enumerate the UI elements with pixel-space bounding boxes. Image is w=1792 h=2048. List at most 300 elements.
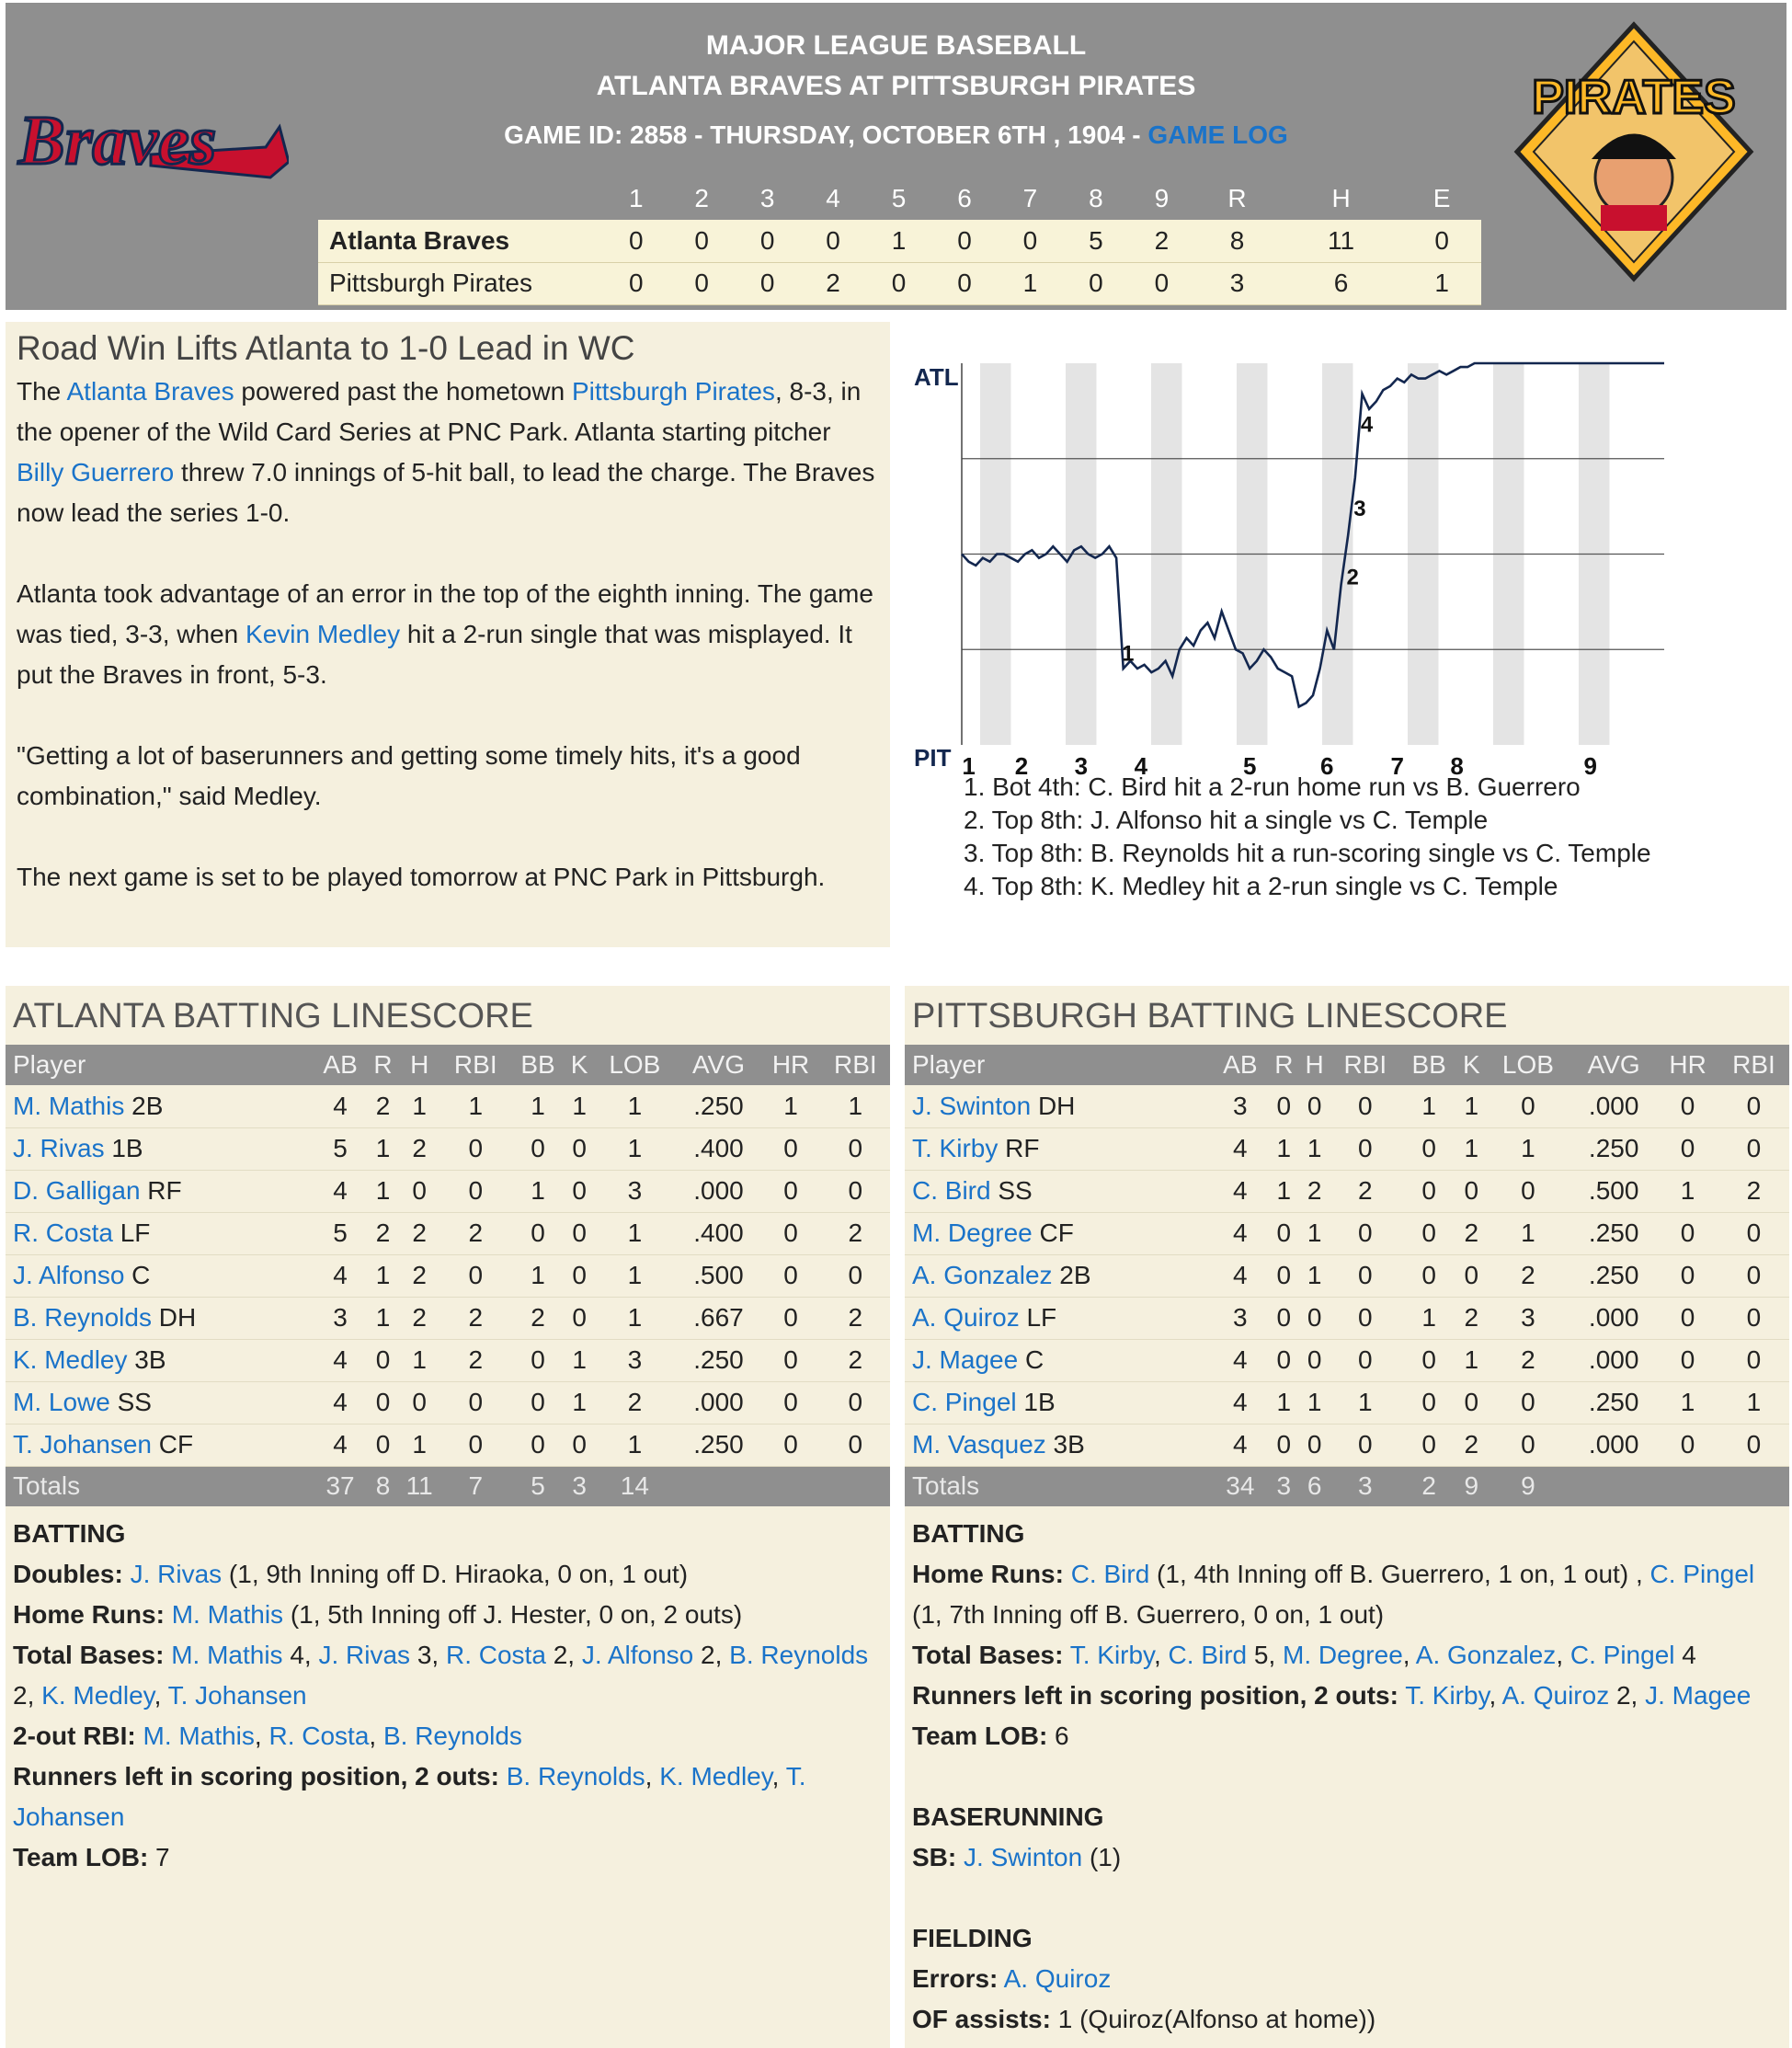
inning-tick-label: 4 [1134,752,1148,780]
player-link[interactable]: M. Vasquez [912,1430,1046,1459]
player-position: SS [990,1176,1033,1205]
stat-cell: 0 [441,1170,510,1212]
stat-cell: 0 [821,1424,890,1466]
column-header: BB [510,1045,565,1085]
team-link-pittsburgh[interactable]: Pittsburgh Pirates [571,377,775,406]
player-link[interactable]: A. Gonzalez [912,1261,1053,1289]
stat-cell: 0 [1657,1212,1718,1254]
risp-line [13,1756,883,1837]
stat-cell: 0 [821,1127,890,1170]
label: Team LOB: [13,1843,149,1871]
player-link-guerrero[interactable]: Billy Guerrero [17,458,175,486]
stat-cell: .000 [1570,1339,1657,1381]
inning-score: 0 [800,220,865,262]
detail: (1, 5th Inning off J. Hester, 0 on, 2 outs) [283,1600,743,1629]
list-value: , [1402,1641,1416,1669]
column-header: Player [905,1045,1212,1085]
stat-cell: 0 [1299,1424,1330,1466]
stat-cell: 2 [398,1212,441,1254]
stat-cell: 0 [398,1381,441,1424]
label: Total Bases: [912,1641,1064,1669]
stat-cell: 3 [1212,1085,1269,1127]
totals-cell: 9 [1486,1466,1570,1506]
player-link[interactable]: J. Swinton [964,1843,1083,1871]
stat-cell: 1 [593,1212,676,1254]
list-value: , [645,1762,660,1791]
player-position: DH [151,1303,197,1332]
stat-cell: 0 [760,1381,820,1424]
totals-cell: 3 [1330,1466,1400,1506]
stat-cell: 2 [398,1127,441,1170]
label: Runners left in scoring position, 2 outs: [912,1681,1398,1710]
player-link[interactable]: C. Bird [912,1176,991,1205]
chart-note: 2. Top 8th: J. Alfonso hit a single vs C. Temple [964,806,1489,834]
inning-score: 0 [735,262,800,304]
linescore-row [318,220,1481,262]
linescore-header-row [318,177,1481,220]
stat-cell: 0 [565,1424,593,1466]
value: 7 [148,1843,170,1871]
player-link[interactable]: M. Mathis [171,1600,284,1629]
player-link[interactable]: M. Degree [1283,1641,1403,1669]
label: Home Runs: [912,1560,1064,1588]
table-row [6,1212,890,1254]
player-link[interactable]: T. Kirby [1069,1641,1154,1669]
atlanta-batting-notes [6,1506,890,1878]
list-value: , [1489,1681,1502,1710]
stat-cell: 0 [1718,1339,1789,1381]
player-link[interactable]: J. Rivas [130,1560,223,1588]
totals-cell: 3 [1269,1466,1299,1506]
stat-cell: 0 [1330,1254,1400,1297]
player-link[interactable]: M. Mathis [143,1722,255,1750]
stat-cell: 2 [510,1297,565,1339]
team-link-atlanta[interactable]: Atlanta Braves [66,377,234,406]
stat-cell: 0 [760,1254,820,1297]
stat-cell: .000 [677,1381,761,1424]
stat-cell: 1 [565,1085,593,1127]
column-header: AVG [677,1045,761,1085]
player-cell [6,1297,313,1339]
stat-cell: 0 [1330,1297,1400,1339]
stat-cell: 2 [368,1212,398,1254]
player-link[interactable]: K. Medley [41,1681,154,1710]
column-header: K [565,1045,593,1085]
list-value: 3, [410,1641,446,1669]
stat-cell: 2 [441,1212,510,1254]
stat-cell: 2 [398,1254,441,1297]
stat-cell: 1 [593,1297,676,1339]
inning-header: 1 [628,184,644,212]
stat-cell: .250 [1570,1212,1657,1254]
stat-cell: 0 [1269,1297,1299,1339]
inning-header: 5 [891,184,907,212]
text: Atlanta took advantage of an error in the top of the eighth inning. The game was tied, 3-3, when [17,579,873,648]
player-cell [6,1381,313,1424]
annotation-marker: 1 [1122,641,1135,667]
stat-cell: 1 [1457,1085,1486,1127]
stat-cell: 1 [1486,1127,1570,1170]
player-link[interactable]: A. Quiroz [1501,1681,1610,1710]
stat-cell: 1 [1400,1297,1457,1339]
stat-cell: .667 [677,1297,761,1339]
stat-cell: 3 [313,1297,368,1339]
totals-cell [1570,1466,1657,1506]
player-link[interactable]: C. Pingel [1649,1560,1755,1588]
stat-cell: 0 [1330,1127,1400,1170]
player-link[interactable]: J. Alfonso [581,1641,694,1669]
stat-cell: .500 [1570,1170,1657,1212]
player-link[interactable]: M. Lowe [13,1388,110,1416]
stat-cell: 4 [1212,1424,1269,1466]
chart-note: 3. Top 8th: B. Reynolds hit a run-scoring single vs C. Temple [964,839,1651,867]
stat-cell: 1 [1657,1170,1718,1212]
inning-header: E [1432,184,1451,212]
totals-cell: 14 [593,1466,676,1506]
table-row [905,1254,1789,1297]
stat-cell: 1 [1269,1381,1299,1424]
list-value: , [1153,1641,1169,1669]
stat-cell: 0 [441,1254,510,1297]
player-position: 3B [1045,1430,1085,1459]
player-cell [6,1212,313,1254]
inning-score: 3 [1194,262,1280,304]
inning-tick-label: 8 [1450,752,1464,780]
column-header: HR [760,1045,820,1085]
stat-cell: 1 [1457,1339,1486,1381]
inning-score: 0 [735,220,800,262]
stat-cell: 4 [313,1170,368,1212]
stat-cell: 2 [1457,1424,1486,1466]
matchup-title: ATLANTA BRAVES AT PITTSBURGH PIRATES [596,71,1196,101]
totals-cell: 2 [1400,1466,1457,1506]
stat-cell: 0 [760,1127,820,1170]
inning-header: 7 [1022,184,1038,212]
stat-cell: 1 [593,1424,676,1466]
stat-cell: 1 [398,1424,441,1466]
player-link[interactable]: R. Costa [445,1641,546,1669]
stat-cell: 0 [565,1127,593,1170]
list-value: , [154,1681,168,1710]
totals-cell [677,1466,761,1506]
stat-cell: 2 [1457,1297,1486,1339]
column-header: RBI [1330,1045,1400,1085]
stat-cell: 1 [593,1254,676,1297]
stat-cell: .000 [1570,1424,1657,1466]
panel-title: PITTSBURGH BATTING LINESCORE [912,997,1508,1035]
player-link[interactable]: A. Quiroz [912,1303,1020,1332]
stat-cell: .250 [677,1339,761,1381]
stat-cell: 4 [313,1085,368,1127]
player-position: 1B [1016,1388,1056,1416]
stat-cell: 0 [1486,1085,1570,1127]
player-link[interactable]: A. Gonzalez [1415,1641,1557,1669]
stat-cell: 0 [1657,1424,1718,1466]
stat-cell: 4 [1212,1170,1269,1212]
list-value: 4, [282,1641,319,1669]
home-runs-line [912,1554,1782,1635]
stat-cell: 2 [1486,1339,1570,1381]
player-cell [905,1297,1212,1339]
stat-cell: 1 [593,1127,676,1170]
inning-score: 1 [866,220,931,262]
story-paragraph-2 [17,574,879,695]
story-paragraph-3: "Getting a lot of baserunners and getting some timely hits, it's a good combination," said Medley. [17,741,801,810]
stat-cell: .400 [677,1212,761,1254]
stat-cell: 3 [593,1339,676,1381]
stat-cell: 0 [368,1339,398,1381]
player-link[interactable]: D. Galligan [13,1176,141,1205]
stat-cell: .000 [677,1170,761,1212]
stat-cell: 0 [510,1212,565,1254]
table-row [905,1170,1789,1212]
top-label: ATL [914,363,959,391]
player-link[interactable]: B. Reynolds [729,1641,869,1669]
player-link[interactable]: R. Costa [268,1722,370,1750]
table-row [905,1381,1789,1424]
player-cell [6,1254,313,1297]
stat-cell: 0 [821,1381,890,1424]
stat-cell: 0 [1657,1085,1718,1127]
player-position: LF [1019,1303,1057,1332]
totals-label: Totals [6,1466,313,1506]
label: SB: [912,1843,957,1871]
stat-cell: 3 [593,1170,676,1212]
text: hit a 2-run single that was misplayed. It put the Braves in front, 5-3. [17,620,852,689]
player-link[interactable]: C. Pingel [1569,1641,1675,1669]
column-header: BB [1400,1045,1457,1085]
atlanta-batting-table [6,1045,890,1506]
stat-cell: 0 [1330,1085,1400,1127]
player-link[interactable]: J. Swinton [912,1091,1032,1120]
text: The [17,377,67,406]
inning-tick-label: 7 [1390,752,1404,780]
game-log-link[interactable]: GAME LOG [1147,120,1288,149]
stat-cell: 0 [510,1424,565,1466]
player-position: SS [109,1388,152,1416]
stat-cell: 0 [1400,1212,1457,1254]
stat-cell: 0 [1657,1297,1718,1339]
stat-cell: .250 [1570,1254,1657,1297]
table-row [905,1297,1789,1339]
player-link[interactable]: A. Quiroz [1003,1964,1112,1993]
detail: (1, 7th Inning off B. Guerrero, 0 on, 1 out) [912,1600,1385,1629]
stat-cell: 1 [1269,1127,1299,1170]
stat-cell: 0 [1486,1381,1570,1424]
player-link[interactable]: J. Rivas [13,1134,105,1162]
column-header: Player [6,1045,313,1085]
totals-cell [821,1466,890,1506]
player-link-medley[interactable]: Kevin Medley [245,620,401,648]
player-link[interactable]: T. Kirby [912,1134,999,1162]
player-cell [6,1085,313,1127]
chart-notes [964,771,1651,903]
risp-line [912,1676,1782,1716]
league-title: MAJOR LEAGUE BASEBALL [705,30,1087,61]
player-position: 3B [127,1345,166,1374]
stat-cell: 0 [565,1170,593,1212]
stat-cell: 1 [1299,1212,1330,1254]
stat-cell: 1 [821,1085,890,1127]
stat-cell: 1 [760,1085,820,1127]
inning-score: 2 [800,262,865,304]
stat-cell: 0 [1718,1085,1789,1127]
inning-header: 9 [1154,184,1170,212]
stat-cell: 3 [1212,1297,1269,1339]
totals-cell [1718,1466,1789,1506]
label: OF assists: [912,2005,1051,2033]
stat-cell: 3 [1486,1297,1570,1339]
stat-cell: 2 [441,1297,510,1339]
braves-logo [13,90,289,210]
totals-cell: 34 [1212,1466,1269,1506]
column-header: RBI [441,1045,510,1085]
inning-score: 0 [998,220,1063,262]
player-link[interactable]: T. Kirby [1405,1681,1490,1710]
player-cell [905,1212,1212,1254]
table-row [905,1085,1789,1127]
stat-cell: .000 [1570,1085,1657,1127]
player-link[interactable]: R. Costa [13,1219,113,1247]
detail: (1, 4th Inning off B. Guerrero, 1 on, 1 out) , [1149,1560,1650,1588]
column-header: H [398,1045,441,1085]
player-link[interactable]: J. Magee [912,1345,1019,1374]
stat-cell: 0 [510,1339,565,1381]
player-position: RF [140,1176,182,1205]
stat-cell: 1 [1269,1170,1299,1212]
list-value: , [771,1762,786,1791]
totals-cell: 37 [313,1466,368,1506]
player-link[interactable]: T. Johansen [167,1681,307,1710]
stat-cell: 5 [313,1127,368,1170]
stat-cell: 0 [1718,1254,1789,1297]
player-position: CF [1032,1219,1074,1247]
table-row [6,1170,890,1212]
inning-header: 6 [957,184,972,212]
player-link[interactable]: K. Medley [13,1345,128,1374]
stat-cell: 0 [760,1170,820,1212]
player-link[interactable]: B. Reynolds [13,1303,152,1332]
stat-cell: 0 [1657,1339,1718,1381]
stat-cell: .250 [677,1085,761,1127]
stat-cell: 0 [368,1381,398,1424]
stat-cell: 4 [1212,1381,1269,1424]
linescore-team-header [318,177,603,220]
list-value: , [1556,1641,1570,1669]
stat-cell: 0 [1269,1424,1299,1466]
errors-line [912,1959,1782,1999]
stat-cell: 0 [1457,1381,1486,1424]
stat-cell: 0 [1269,1254,1299,1297]
player-position: 2B [1052,1261,1091,1289]
label: Home Runs: [13,1600,165,1629]
inning-tick-label: 3 [1074,752,1089,780]
stat-cell: 0 [1718,1127,1789,1170]
fielding-header: FIELDING [912,1924,1033,1952]
stat-cell: .000 [1570,1297,1657,1339]
player-link[interactable]: M. Degree [912,1219,1033,1247]
table-row [6,1127,890,1170]
stat-cell: 1 [593,1085,676,1127]
column-header: RBI [1718,1045,1789,1085]
stat-cell: 0 [1299,1339,1330,1381]
stat-cell: 0 [1486,1424,1570,1466]
stat-cell: 2 [1718,1170,1789,1212]
inning-tick-label: 9 [1583,752,1598,780]
player-link[interactable]: C. Bird [1168,1641,1248,1669]
player-position: LF [112,1219,151,1247]
totals-cell: 9 [1457,1466,1486,1506]
player-link[interactable]: M. Mathis [171,1641,283,1669]
inning-score: 0 [1063,262,1128,304]
bottom-label: PIT [914,744,952,772]
stat-cell: 4 [313,1381,368,1424]
inning-score: 1 [1402,262,1481,304]
story-paragraph-4: The next game is set to be played tomorrow at PNC Park in Pittsburgh. [17,863,826,891]
inning-score: 0 [668,220,734,262]
stat-cell: 0 [1657,1127,1718,1170]
stat-cell: 1 [368,1254,398,1297]
player-link[interactable]: J. Alfonso [13,1261,125,1289]
table-header-row [905,1045,1789,1085]
table-row [6,1424,890,1466]
player-cell [6,1424,313,1466]
stat-cell: 0 [1486,1170,1570,1212]
player-cell [905,1254,1212,1297]
player-link[interactable]: B. Reynolds [382,1722,522,1750]
annotation-marker: 2 [1346,565,1359,590]
stat-cell: 0 [510,1381,565,1424]
player-link[interactable]: K. Medley [659,1762,772,1791]
player-link[interactable]: C. Bird [1070,1560,1150,1588]
stat-cell: 1 [368,1127,398,1170]
player-link[interactable]: T. Johansen [13,1762,806,1831]
stat-cell: .250 [677,1424,761,1466]
stat-cell: 1 [398,1085,441,1127]
stat-cell: 0 [1299,1297,1330,1339]
stat-cell: 5 [313,1212,368,1254]
list-value: , [369,1722,383,1750]
stat-cell: 4 [1212,1339,1269,1381]
stat-cell: 0 [760,1424,820,1466]
total-bases-line [912,1635,1782,1676]
player-link[interactable]: J. Magee [1645,1681,1752,1710]
player-link[interactable]: J. Rivas [318,1641,411,1669]
player-link[interactable]: C. Pingel [912,1388,1017,1416]
inning-score: 2 [1129,220,1194,262]
stat-cell: 2 [441,1339,510,1381]
table-row [6,1381,890,1424]
batting-header: BATTING [912,1519,1025,1548]
inning-score: 0 [1129,262,1194,304]
player-link[interactable]: T. Johansen [13,1430,152,1459]
list-value: 2, [13,1681,42,1710]
player-link[interactable]: B. Reynolds [506,1762,645,1791]
stat-cell: 1 [1486,1212,1570,1254]
list-value: 2, [693,1641,730,1669]
stat-cell: 2 [593,1381,676,1424]
home-runs-line [13,1595,883,1635]
list-value: 2, [545,1641,582,1669]
stat-cell: 2 [1299,1170,1330,1212]
stat-cell: 0 [1400,1254,1457,1297]
stat-cell: 2 [1486,1254,1570,1297]
stat-cell: 0 [1457,1254,1486,1297]
stat-cell: 0 [1330,1212,1400,1254]
player-link[interactable]: M. Mathis [13,1091,125,1120]
list-value: , [254,1722,269,1750]
stat-cell: 1 [441,1085,510,1127]
